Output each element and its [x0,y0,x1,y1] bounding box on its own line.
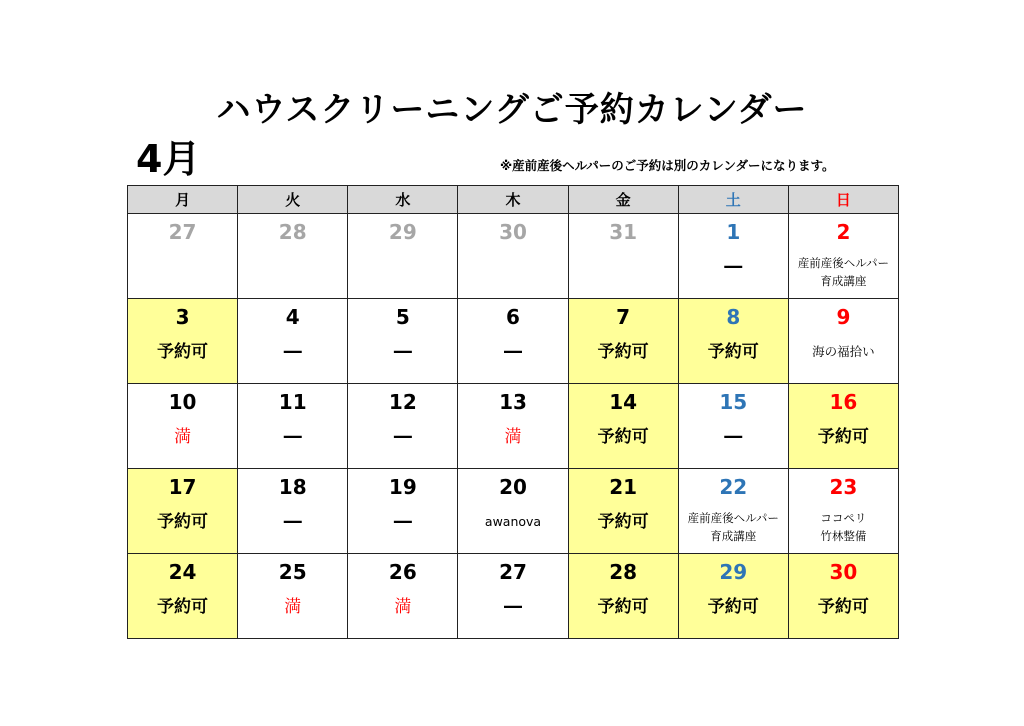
full-label: 満 [394,597,412,617]
event-label: 産前産後ヘルパー 育成講座 [797,256,890,288]
month-label: 4月 [136,137,201,181]
day-cell [348,469,458,554]
day-cell [458,214,568,299]
day-number: 6 [506,305,520,329]
day-cell [678,469,788,554]
weekday-sat: 土 [678,186,788,214]
day-number: 29 [388,220,417,244]
available-label: 予約可 [597,427,649,447]
day-cell [678,384,788,469]
day-number: 12 [388,390,417,414]
full-label: 満 [174,427,192,447]
day-cell [128,214,238,299]
unavailable-dash: ― [283,426,302,447]
day-number: 27 [168,220,197,244]
day-number: 27 [499,560,527,584]
available-label: 予約可 [597,597,649,617]
available-label: 予約可 [157,342,209,362]
day-number: 9 [836,305,851,329]
day-cell [788,469,898,554]
week-row [128,469,899,554]
day-number: 28 [278,220,307,244]
day-cell [678,214,788,299]
day-number: 19 [388,475,417,499]
weekday-tue: 火 [238,186,348,214]
day-number: 23 [829,475,858,499]
weekday-fri: 金 [568,186,678,214]
event-label: awanova [484,514,542,529]
unavailable-dash: ― [393,341,412,362]
day-number: 20 [499,475,527,499]
day-cell [458,469,568,554]
day-number: 21 [609,475,638,499]
available-label: 予約可 [707,597,759,617]
event-label: ココペリ 竹林整備 [820,511,867,543]
unavailable-dash: ― [393,426,412,447]
day-number: 11 [278,390,307,414]
unavailable-dash: ― [724,426,743,447]
weekday-sun: 日 [788,186,898,214]
day-cell[interactable] [128,554,238,639]
day-number: 3 [175,305,190,329]
day-number: 18 [278,475,307,499]
day-number: 2 [836,220,851,244]
day-cell[interactable] [788,384,898,469]
week-row [128,299,899,384]
day-cell [128,384,238,469]
day-number: 13 [499,390,527,414]
day-cell [348,299,458,384]
day-number: 16 [829,390,858,414]
day-cell[interactable] [788,554,898,639]
available-label: 予約可 [597,512,649,532]
day-cell[interactable] [678,554,788,639]
weekday-mon: 月 [128,186,238,214]
helper-booking-note: ※産前産後ヘルパーのご予約は別のカレンダーになります。 [500,158,835,173]
day-cell[interactable] [128,469,238,554]
available-label: 予約可 [817,597,869,617]
day-cell [238,384,348,469]
event-label: 産前産後ヘルパー 育成講座 [687,511,779,543]
day-number: 28 [609,560,638,584]
day-number: 17 [168,475,197,499]
day-number: 7 [616,305,631,329]
unavailable-dash: ― [503,341,522,362]
day-cell [458,384,568,469]
day-cell[interactable] [678,299,788,384]
day-number: 25 [278,560,307,584]
day-cell [238,299,348,384]
day-number: 8 [726,305,741,329]
week-row [128,554,899,639]
page-title: ハウスクリーニングご予約カレンダー [216,90,808,130]
day-cell [238,214,348,299]
day-cell [788,299,898,384]
day-cell[interactable] [568,554,678,639]
event-label: 海の福拾い [812,344,875,359]
weekday-wed: 水 [348,186,458,214]
day-number: 26 [388,560,417,584]
weekday-thu: 木 [458,186,568,214]
day-cell[interactable] [568,299,678,384]
available-label: 予約可 [707,342,759,362]
day-number: 22 [719,475,748,499]
day-number: 30 [829,560,858,584]
day-number: 30 [499,220,527,244]
day-cell[interactable] [128,299,238,384]
day-number: 31 [609,220,638,244]
day-number: 5 [395,305,410,329]
week-row [128,214,899,299]
day-number: 1 [726,220,741,244]
day-number: 10 [168,390,197,414]
day-number: 4 [285,305,300,329]
day-cell [568,214,678,299]
day-number: 29 [719,560,748,584]
day-cell [348,554,458,639]
available-label: 予約可 [597,342,649,362]
available-label: 予約可 [817,427,869,447]
unavailable-dash: ― [283,511,302,532]
day-cell [348,214,458,299]
full-label: 満 [504,427,522,447]
day-cell [238,469,348,554]
day-number: 14 [609,390,638,414]
weekday-header-row [128,186,899,214]
day-cell [348,384,458,469]
day-number: 15 [719,390,748,414]
unavailable-dash: ― [503,596,522,617]
unavailable-dash: ― [724,256,743,277]
unavailable-dash: ― [393,511,412,532]
reservation-calendar [127,185,899,639]
calendar-body [128,214,899,639]
available-label: 予約可 [157,597,209,617]
available-label: 予約可 [157,512,209,532]
day-cell[interactable] [568,384,678,469]
day-cell [238,554,348,639]
day-number: 24 [168,560,197,584]
week-row [128,384,899,469]
day-cell [788,214,898,299]
day-cell [458,299,568,384]
day-cell[interactable] [568,469,678,554]
unavailable-dash: ― [283,341,302,362]
full-label: 満 [284,597,302,617]
day-cell [458,554,568,639]
